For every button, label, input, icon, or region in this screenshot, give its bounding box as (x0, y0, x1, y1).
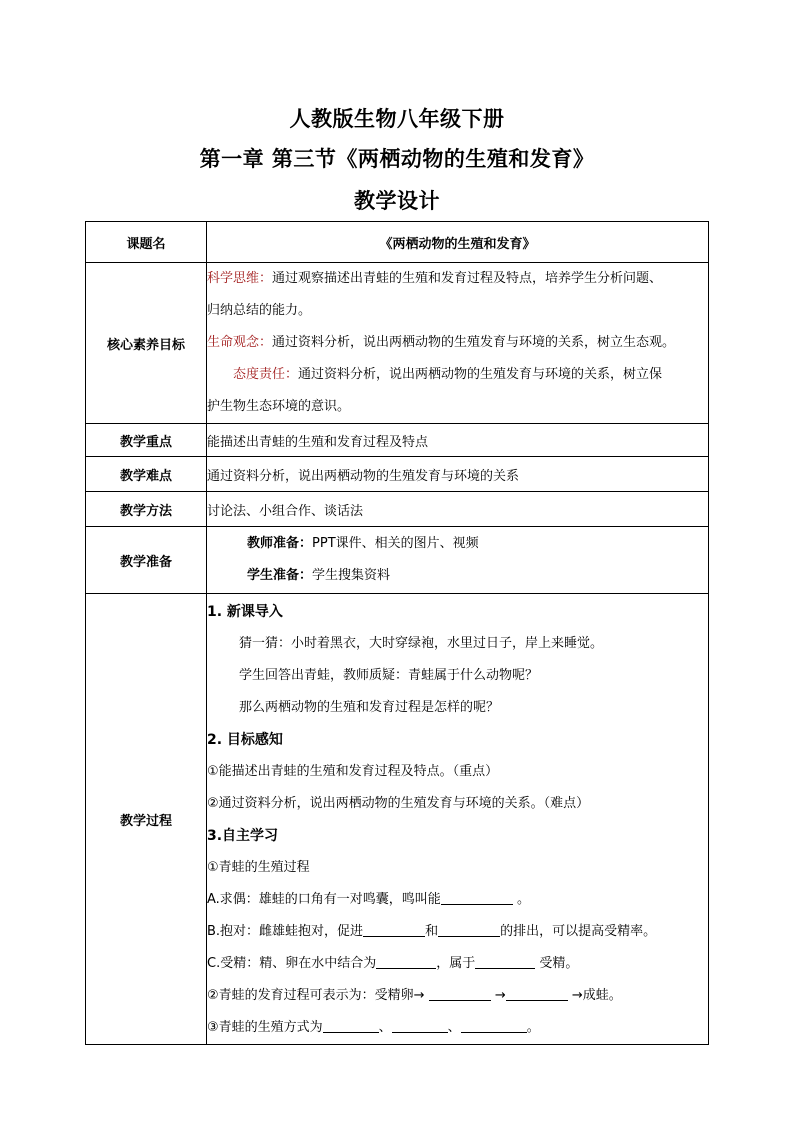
section-3-line-e (207, 1012, 708, 1044)
key-point-label: 教学重点 (86, 424, 207, 457)
fill-blank (392, 1018, 448, 1033)
prep-content (207, 527, 709, 594)
goal-2-line (207, 327, 708, 359)
fill-blank (429, 986, 491, 1001)
key-point-value: 能描述出青蛙的生殖和发育过程及特点 (207, 424, 709, 457)
line-c-text: C.受精：精、卵在水中结合为 (207, 956, 377, 971)
prep-label: 教学准备 (86, 527, 207, 594)
line-d-text: ②青蛙的发育过程可表示为：受精卵→ (207, 988, 425, 1003)
topic-value: 《两栖动物的生殖和发育》 (207, 222, 709, 263)
fill-blank (506, 986, 568, 1001)
row-goals (86, 263, 709, 424)
goal-2-head: 生命观念： (207, 335, 273, 350)
fill-blank (461, 1018, 527, 1033)
student-prep-text: 学生搜集资料 (312, 568, 391, 583)
difficulty-value: 通过资料分析，说出两栖动物的生殖发育与环境的关系 (207, 457, 709, 492)
section-3-line-c (207, 948, 708, 980)
section-3-line-1: ①青蛙的生殖过程 (207, 860, 310, 875)
line-e-text: ③青蛙的生殖方式为 (207, 1020, 323, 1035)
topic-label: 课题名 (86, 222, 207, 263)
fill-blank (441, 890, 513, 905)
section-1-line-3: 那么两栖动物的生殖和发育过程是怎样的呢？ (239, 700, 500, 715)
goals-label: 核心素养目标 (86, 263, 207, 424)
goal-3-text-b: 护生物生态环境的意识。 (207, 399, 351, 414)
title-line-3: 教学设计 (354, 188, 440, 213)
section-3-line-d (207, 980, 708, 1012)
row-prep (86, 527, 709, 594)
section-2-title: 2. 目标感知 (207, 732, 283, 748)
section-1-line-2: 学生回答出青蛙，教师质疑：青蛙属于什么动物呢？ (239, 668, 539, 683)
section-3-line-a (207, 884, 708, 916)
goal-3-line-a (207, 359, 708, 391)
section-3-title: 3.自主学习 (207, 828, 279, 844)
title-line-1: 人教版生物八年级下册 (289, 106, 505, 131)
fill-blank (363, 922, 425, 937)
teacher-prep (207, 528, 708, 560)
row-process (86, 594, 709, 1045)
methods-value: 讨论法、小组合作、谈话法 (207, 492, 709, 527)
goals-content (207, 263, 709, 424)
line-b-mid: 和 (425, 924, 439, 939)
goal-1-line-a (207, 263, 708, 295)
process-content (207, 594, 709, 1045)
line-e-sep: 、 (378, 1020, 392, 1035)
fill-blank (438, 922, 500, 937)
row-key-point (86, 424, 709, 457)
row-methods (86, 492, 709, 527)
fill-blank (376, 954, 436, 969)
row-topic (86, 222, 709, 263)
section-2-line-2: ②通过资料分析，说出两栖动物的生殖发育与环境的关系。（难点） (207, 796, 590, 811)
section-1-line-1: 猜一猜：小时着黑衣，大时穿绿袍，水里过日子，岸上来睡觉。 (239, 636, 604, 651)
goal-1-head: 科学思维： (207, 271, 273, 286)
fill-blank (323, 1018, 379, 1033)
line-b-text: B.抱对：雌雄蛙抱对，促进 (207, 924, 364, 939)
student-prep (207, 560, 708, 592)
line-e-sep: 、 (447, 1020, 461, 1035)
line-e-end: 。 (526, 1020, 540, 1035)
goal-1-text-a: 通过观察描述出青蛙的生殖和发育过程及特点，培养学生分析问题、 (272, 271, 663, 286)
goal-3-head: 态度责任： (233, 367, 299, 382)
section-2-line-1: ①能描述出青蛙的生殖和发育过程及特点。（重点） (207, 764, 499, 779)
section-3-line-b (207, 916, 708, 948)
section-1-title: 1. 新课导入 (207, 604, 283, 620)
goal-3-text-a: 通过资料分析，说出两栖动物的生殖发育与环境的关系，树立保 (298, 367, 663, 382)
difficulty-label: 教学难点 (86, 457, 207, 492)
teacher-prep-text: PPT课件、相关的图片、视频 (312, 536, 479, 551)
goal-2-text: 通过资料分析，说出两栖动物的生殖发育与环境的关系，树立生态观。 (272, 335, 676, 350)
student-prep-head: 学生准备： (247, 568, 313, 583)
title-line-2: 第一章 第三节《两栖动物的生殖和发育》 (199, 146, 595, 171)
arrow-icon: → (494, 988, 506, 1003)
methods-label: 教学方法 (86, 492, 207, 527)
line-c-mid: ，属于 (436, 956, 476, 971)
row-difficulty (86, 457, 709, 492)
line-c-end: 受精。 (539, 956, 579, 971)
goal-1-text-b: 归纳总结的能力。 (207, 303, 312, 318)
lesson-plan-table (85, 221, 709, 1045)
process-label: 教学过程 (86, 594, 207, 1045)
line-a-text: A.求偶：雄蛙的口角有一对鸣囊，鸣叫能 (207, 892, 441, 907)
fill-blank (475, 954, 535, 969)
teacher-prep-head: 教师准备： (247, 536, 313, 551)
document-title (0, 100, 794, 222)
line-d-end: →成蛙。 (571, 988, 622, 1003)
line-b-end: 的排出，可以提高受精率。 (500, 924, 657, 939)
line-a-end: 。 (516, 892, 530, 907)
